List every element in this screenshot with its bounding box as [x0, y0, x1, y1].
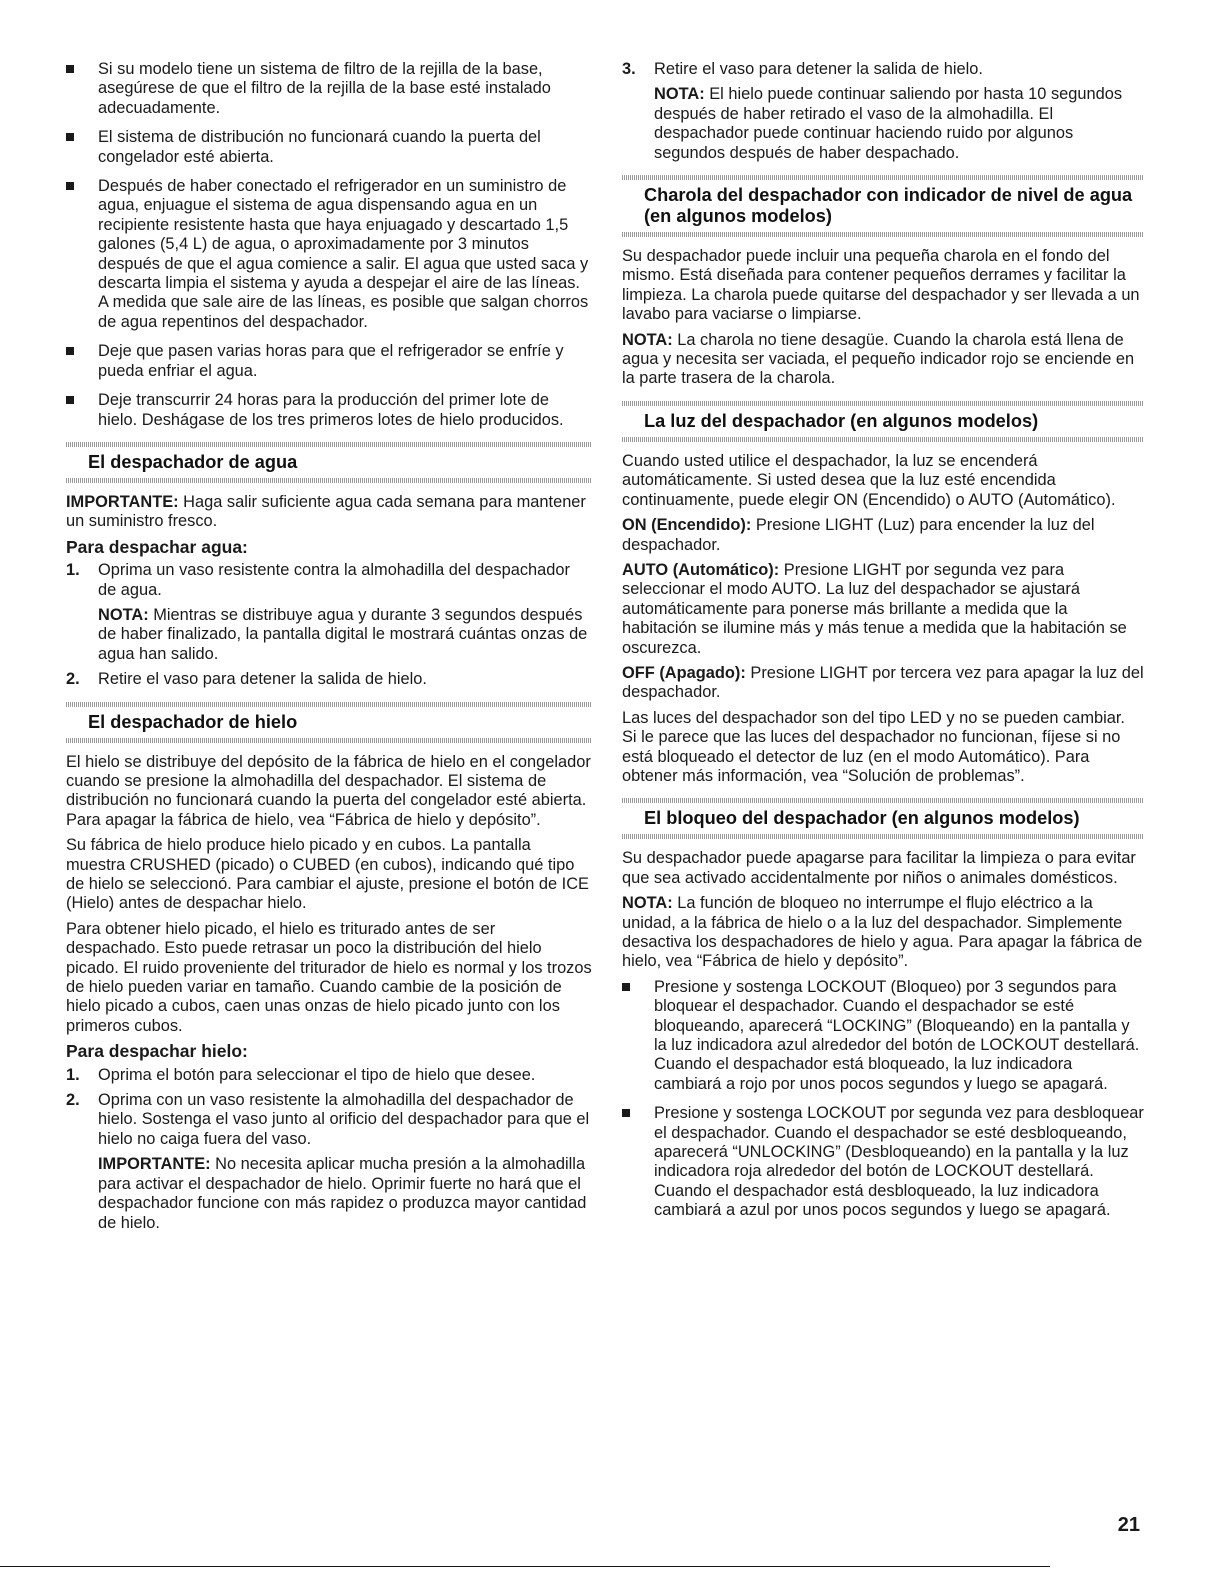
- bullet-square-icon: [66, 65, 74, 73]
- divider: [0, 1566, 1050, 1567]
- paragraph: Su fábrica de hielo produce hielo picado y en cubos. La pantalla muestra CRUSHED (picado) o CUBED (en cubos), indicando qué tipo de hielo se seleccionó. Para cambiar el ajuste, presione el botón de ICE (Hielo) antes de despachar hielo.: [66, 836, 589, 913]
- step: 1. Oprima un vaso resistente contra la almohadilla del despachador de agua. NOTA: Mientras se distribuye agua y durante 3 segundos después de haber finalizado, la pantalla digital le mostrará cuántas onzas de agua han salido.: [66, 561, 592, 664]
- bullet-square-icon: [66, 133, 74, 141]
- left-column: [66, 60, 592, 1239]
- step-note: NOTA: Mientras se distribuye agua y durante 3 segundos después de haber finalizado, la pantalla digital le mostrará cuántas onzas de agua han salido.: [98, 605, 588, 663]
- list-item: Presione y sostenga LOCKOUT (Bloqueo) por 3 segundos para bloquear el despachador. Cuando el despachador se esté bloqueando, aparecerá “LOCKING” (Bloqueando) en la pantalla y la luz indicadora azul alrededor del botón de LOCKOUT destellará. Cuando el despachador está bloqueado, la luz indicadora cambiará a rojo por unos pocos segundos y luego se apagará.: [622, 978, 1144, 1094]
- right-column: [622, 60, 1144, 1231]
- step-note: NOTA: El hielo puede continuar saliendo por hasta 10 segundos después de haber retirado el vaso de la almohadilla. El despachador puede continuar haciendo ruido por algunos segundos después de haber despachado.: [654, 85, 1123, 162]
- subheading: Para despachar agua:: [66, 536, 248, 557]
- step: 2. Retire el vaso para detener la salida de hielo.: [66, 670, 427, 689]
- step: 2. Oprima con un vaso resistente la almohadilla del despachador de hielo. Sostenga el vaso junto al orificio del despachador para que el hielo no caiga fuera del vaso. IMPORTANTE: No necesita aplicar mucha presión a la almohadilla para activar el despachador de hielo. Oprimir fuerte no hará que el despachador funcione con más rapidez o produzca mayor cantidad de hielo.: [66, 1091, 592, 1233]
- bullet-square-icon: [66, 347, 74, 355]
- page-number: 21: [1117, 1514, 1140, 1536]
- bullet-square-icon: [622, 1109, 630, 1117]
- divider: [66, 442, 592, 447]
- note: NOTA: La charola no tiene desagüe. Cuando la charola está llena de agua y necesita ser vaciada, el pequeño indicador rojo se enciende en la parte trasera de la charola.: [622, 330, 1135, 388]
- paragraph: Su despachador puede incluir una pequeña charola en el fondo del mismo. Está diseñada para contener pequeños derrames y facilitar la limpieza. La charola puede quitarse del despachador y ser llevada a un lavabo para vaciarse o limpiarse.: [622, 247, 1140, 324]
- bullet-square-icon: [66, 396, 74, 404]
- section-title: El bloqueo del despachador (en algunos modelos): [644, 808, 1080, 829]
- list-item: Si su modelo tiene un sistema de filtro de la rejilla de la base, asegúrese de que el filtro de la rejilla de la base esté instalado adecuadamente.: [66, 60, 592, 118]
- section-title: La luz del despachador (en algunos modelos): [644, 410, 1039, 431]
- section-title: Charola del despachador con indicador de nivel de agua (en algunos modelos): [644, 185, 1133, 227]
- paragraph: Las luces del despachador son del tipo LED y no se pueden cambiar. Si le parece que las luces del despachador no funcionan, fíjese si no está bloqueado el detector de luz (en el modo Automático). Para obtener más información, vea “Solución de problemas”.: [622, 708, 1125, 785]
- section-title: El despachador de hielo: [88, 711, 298, 732]
- section-heading-light: [622, 401, 1144, 442]
- divider: [66, 702, 592, 707]
- mode-auto: AUTO (Automático): Presione LIGHT por segunda vez para seleccionar el modo AUTO. La luz del despachador se ajustará automáticamente para ponerse más brillante a medida que la habitación se ilumine más y más tenue a medida que la habitación se oscurezca.: [622, 560, 1127, 657]
- important-note: IMPORTANTE: Haga salir suficiente agua cada semana para mantener un suministro fresco.: [66, 492, 586, 531]
- bullet-square-icon: [622, 983, 630, 991]
- section-heading-lock: [622, 798, 1144, 839]
- paragraph: Cuando usted utilice el despachador, la luz se encenderá automáticamente. Si usted desea que la luz esté encendida continuamente, puede elegir ON (Encendido) o AUTO (Automático).: [622, 451, 1116, 509]
- list-item: Deje que pasen varias horas para que el refrigerador se enfríe y pueda enfriar el agua.: [66, 342, 592, 381]
- divider: [622, 232, 1144, 237]
- section-heading-tray: [622, 175, 1144, 237]
- paragraph: Para obtener hielo picado, el hielo es triturado antes de ser despachado. Esto puede retrasar un poco la distribución del hielo picado. El ruido proveniente del triturador de hielo es normal y los trozos de hielo pueden variar en tamaño. Cuando cambie de la posición de hielo picado a cubos, caen unas onzas de hielo picado junto con los primeros cubos.: [66, 919, 592, 1035]
- list-item: Deje transcurrir 24 horas para la producción del primer lote de hielo. Deshágase de los tres primeros lotes de hielo producidos.: [66, 391, 592, 430]
- mode-off: OFF (Apagado): Presione LIGHT por tercera vez para apagar la luz del despachador.: [622, 663, 1144, 702]
- divider: [622, 437, 1144, 442]
- step-note: IMPORTANTE: No necesita aplicar mucha presión a la almohadilla para activar el despachador de hielo. Oprimir fuerte no hará que el despachador funcione con más rapidez o produzca mayor cantidad de hielo.: [98, 1155, 587, 1232]
- step: 1. Oprima el botón para seleccionar el tipo de hielo que desee.: [66, 1065, 536, 1084]
- divider: [66, 478, 592, 483]
- divider: [622, 798, 1144, 803]
- list-item: Después de haber conectado el refrigerador en un suministro de agua, enjuague el sistema de agua dispensando agua en un recipiente resistente hasta que haya enjuagado y descartado 1,5 galones (5,4 L) de agua, o aproximadamente por 3 minutos después de que el agua comience a salir. El agua que usted saca y descarta limpia el sistema y ayuda a despejar el aire de las líneas. A medida que sale aire de las líneas, es posible que salgan chorros de agua repentinos del despachador.: [66, 177, 592, 332]
- divider: [622, 175, 1144, 180]
- section-heading-ice: [66, 702, 592, 743]
- note: NOTA: La función de bloqueo no interrumpe el flujo eléctrico a la unidad, a la fábrica de hielo o a la luz del despachador. Simplemente desactiva los despachadores de hielo y agua. Para apagar la fábrica de hielo, vea “Fábrica de hielo y depósito”.: [622, 894, 1143, 971]
- subheading: Para despachar hielo:: [66, 1041, 248, 1062]
- section-heading-water: [66, 442, 592, 483]
- list-item: El sistema de distribución no funcionará cuando la puerta del congelador esté abierta.: [66, 128, 592, 167]
- divider: [66, 738, 592, 743]
- divider: [622, 401, 1144, 406]
- paragraph: Su despachador puede apagarse para facilitar la limpieza o para evitar que sea activado accidentalmente por niños o animales domésticos.: [622, 849, 1136, 887]
- bullet-square-icon: [66, 182, 74, 190]
- divider: [622, 834, 1144, 839]
- list-item: Presione y sostenga LOCKOUT por segunda vez para desbloquear el despachador. Cuando el despachador se esté desbloqueando, aparecerá “UNLOCKING” (Desbloqueando) en la pantalla y la luz indicadora roja alrededor del botón de LOCKOUT destellará. Cuando el despachador está desbloqueado, la luz indicadora cambiará a azul por unos pocos segundos y luego se apagará.: [622, 1104, 1144, 1220]
- paragraph: El hielo se distribuye del depósito de la fábrica de hielo en el congelador cuando se presione la almohadilla del despachador. El sistema de distribución no funcionará cuando la puerta del congelador esté abierta. Para apagar la fábrica de hielo, vea “Fábrica de hielo y depósito”.: [66, 752, 591, 829]
- mode-on: ON (Encendido): Presione LIGHT (Luz) para encender la luz del despachador.: [622, 516, 1095, 554]
- step: 3. Retire el vaso para detener la salida de hielo. NOTA: El hielo puede continuar saliendo por hasta 10 segundos después de haber retirado el vaso de la almohadilla. El despachador puede continuar haciendo ruido por algunos segundos después de haber despachado.: [622, 60, 1144, 163]
- section-title: El despachador de agua: [88, 451, 298, 472]
